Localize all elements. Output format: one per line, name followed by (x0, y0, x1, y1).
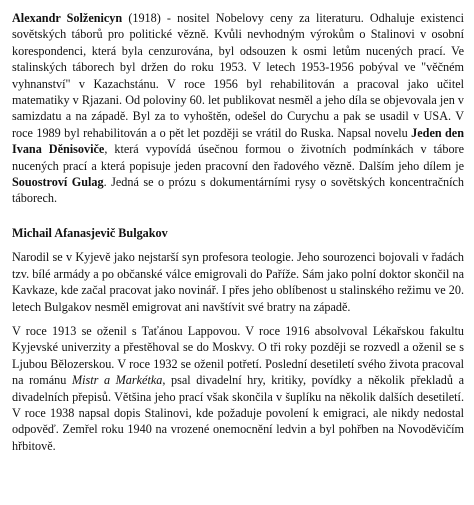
solzenicyn-text-a: (1918) - nositel Nobelovy ceny za literaturu. Odhaluje existenci sovětských táborů pro politické vězně. Kvůli nevhodným výrokům o Stalinovi v osobní korespondenci, která byla cenzurována, byl odsouzen k osmi letům nucených prací. Ve stalinských táborech byl držen do roku 1953. V letech 1953-1956 pobýval ve "věčném vyhnanství" v Kazachstánu. V roce 1956 byl rehabilitován a pracoval jako učitel matematiky v Rjazani. Od poloviny 60. let publikovat nesměl a jeho díla se objevovala jen v samizdatu a na západě. Byl za to vyhoštěn, odešel do Curychu a pak se usadil v USA. V roce 1989 byl rehabilitován a o pět let později se vrátil do Ruska. Napsal novelu (12, 11, 464, 140)
work-title-mistr: Mistr a Markétka (71, 373, 163, 388)
work-title-denisovic: Jeden den Ivana Děnisoviče (12, 125, 464, 157)
bulgakov-paragraph-2 (12, 323, 464, 454)
bulgakov-text-b: , psal divadelní hry, kritiky, povídky a několik překladů a divadelních přepisů. Většina jeho prací však skončila v šuplíku na několik dalších desetiletí. V roce 1938 napsal dopis Stalinovi, kde požaduje povolení k emigraci, ale nikdy nedostal odpověď. Zemřel roku 1940 na vrozené onemocnění ledvin a byl pohřben na Novoděvičím hřbitově. (12, 373, 464, 453)
work-title-gulag: Souostroví Gulag (12, 175, 104, 190)
bulgakov-heading: Michail Afanasjevič Bulgakov (12, 225, 168, 240)
solzenicyn-text-b: , která vypovídá úsečnou formou o životních podmínkách v tábore nucených prací a která popisuje jeden pracovní den řadového vězně. Dalším jeho dílem je (12, 142, 465, 173)
bulgakov-paragraph-1: Narodil se v Kyjevě jako nejstarší syn profesora teologie. Jeho sourozenci bojovali v řadách tzv. bílé armády a po občanské válce emigrovali do Paříže. Sám jako polní doktor skončil na Kavkaze, kde začal pracovat jako novinář. I přes jeho oblíbenost u stalinského režimu ve 20. letech Bulgakov nesměl emigrovat ani navštívit své bratry na západě. (12, 250, 464, 314)
solzenicyn-name: Alexandr Solženicyn (12, 11, 123, 25)
solzenicyn-paragraph (12, 10, 464, 207)
bulgakov-text-a: V roce 1913 se oženil s Taťánou Lappovou. V roce 1916 absolvoval Lékařskou fakultu Kyjevské univerzity a přestěhoval se do Moskvy. O tři roky později se rozvedl a oženil se s Ljubou Bělozerskou. V roce 1932 se oženil potřetí. Poslední desetiletí svého života pracoval na románu (12, 323, 464, 388)
solzenicyn-text-c: . Jedná se o prózu s dokumentárními rysy o sovětských koncentračních táborech. (12, 175, 464, 206)
